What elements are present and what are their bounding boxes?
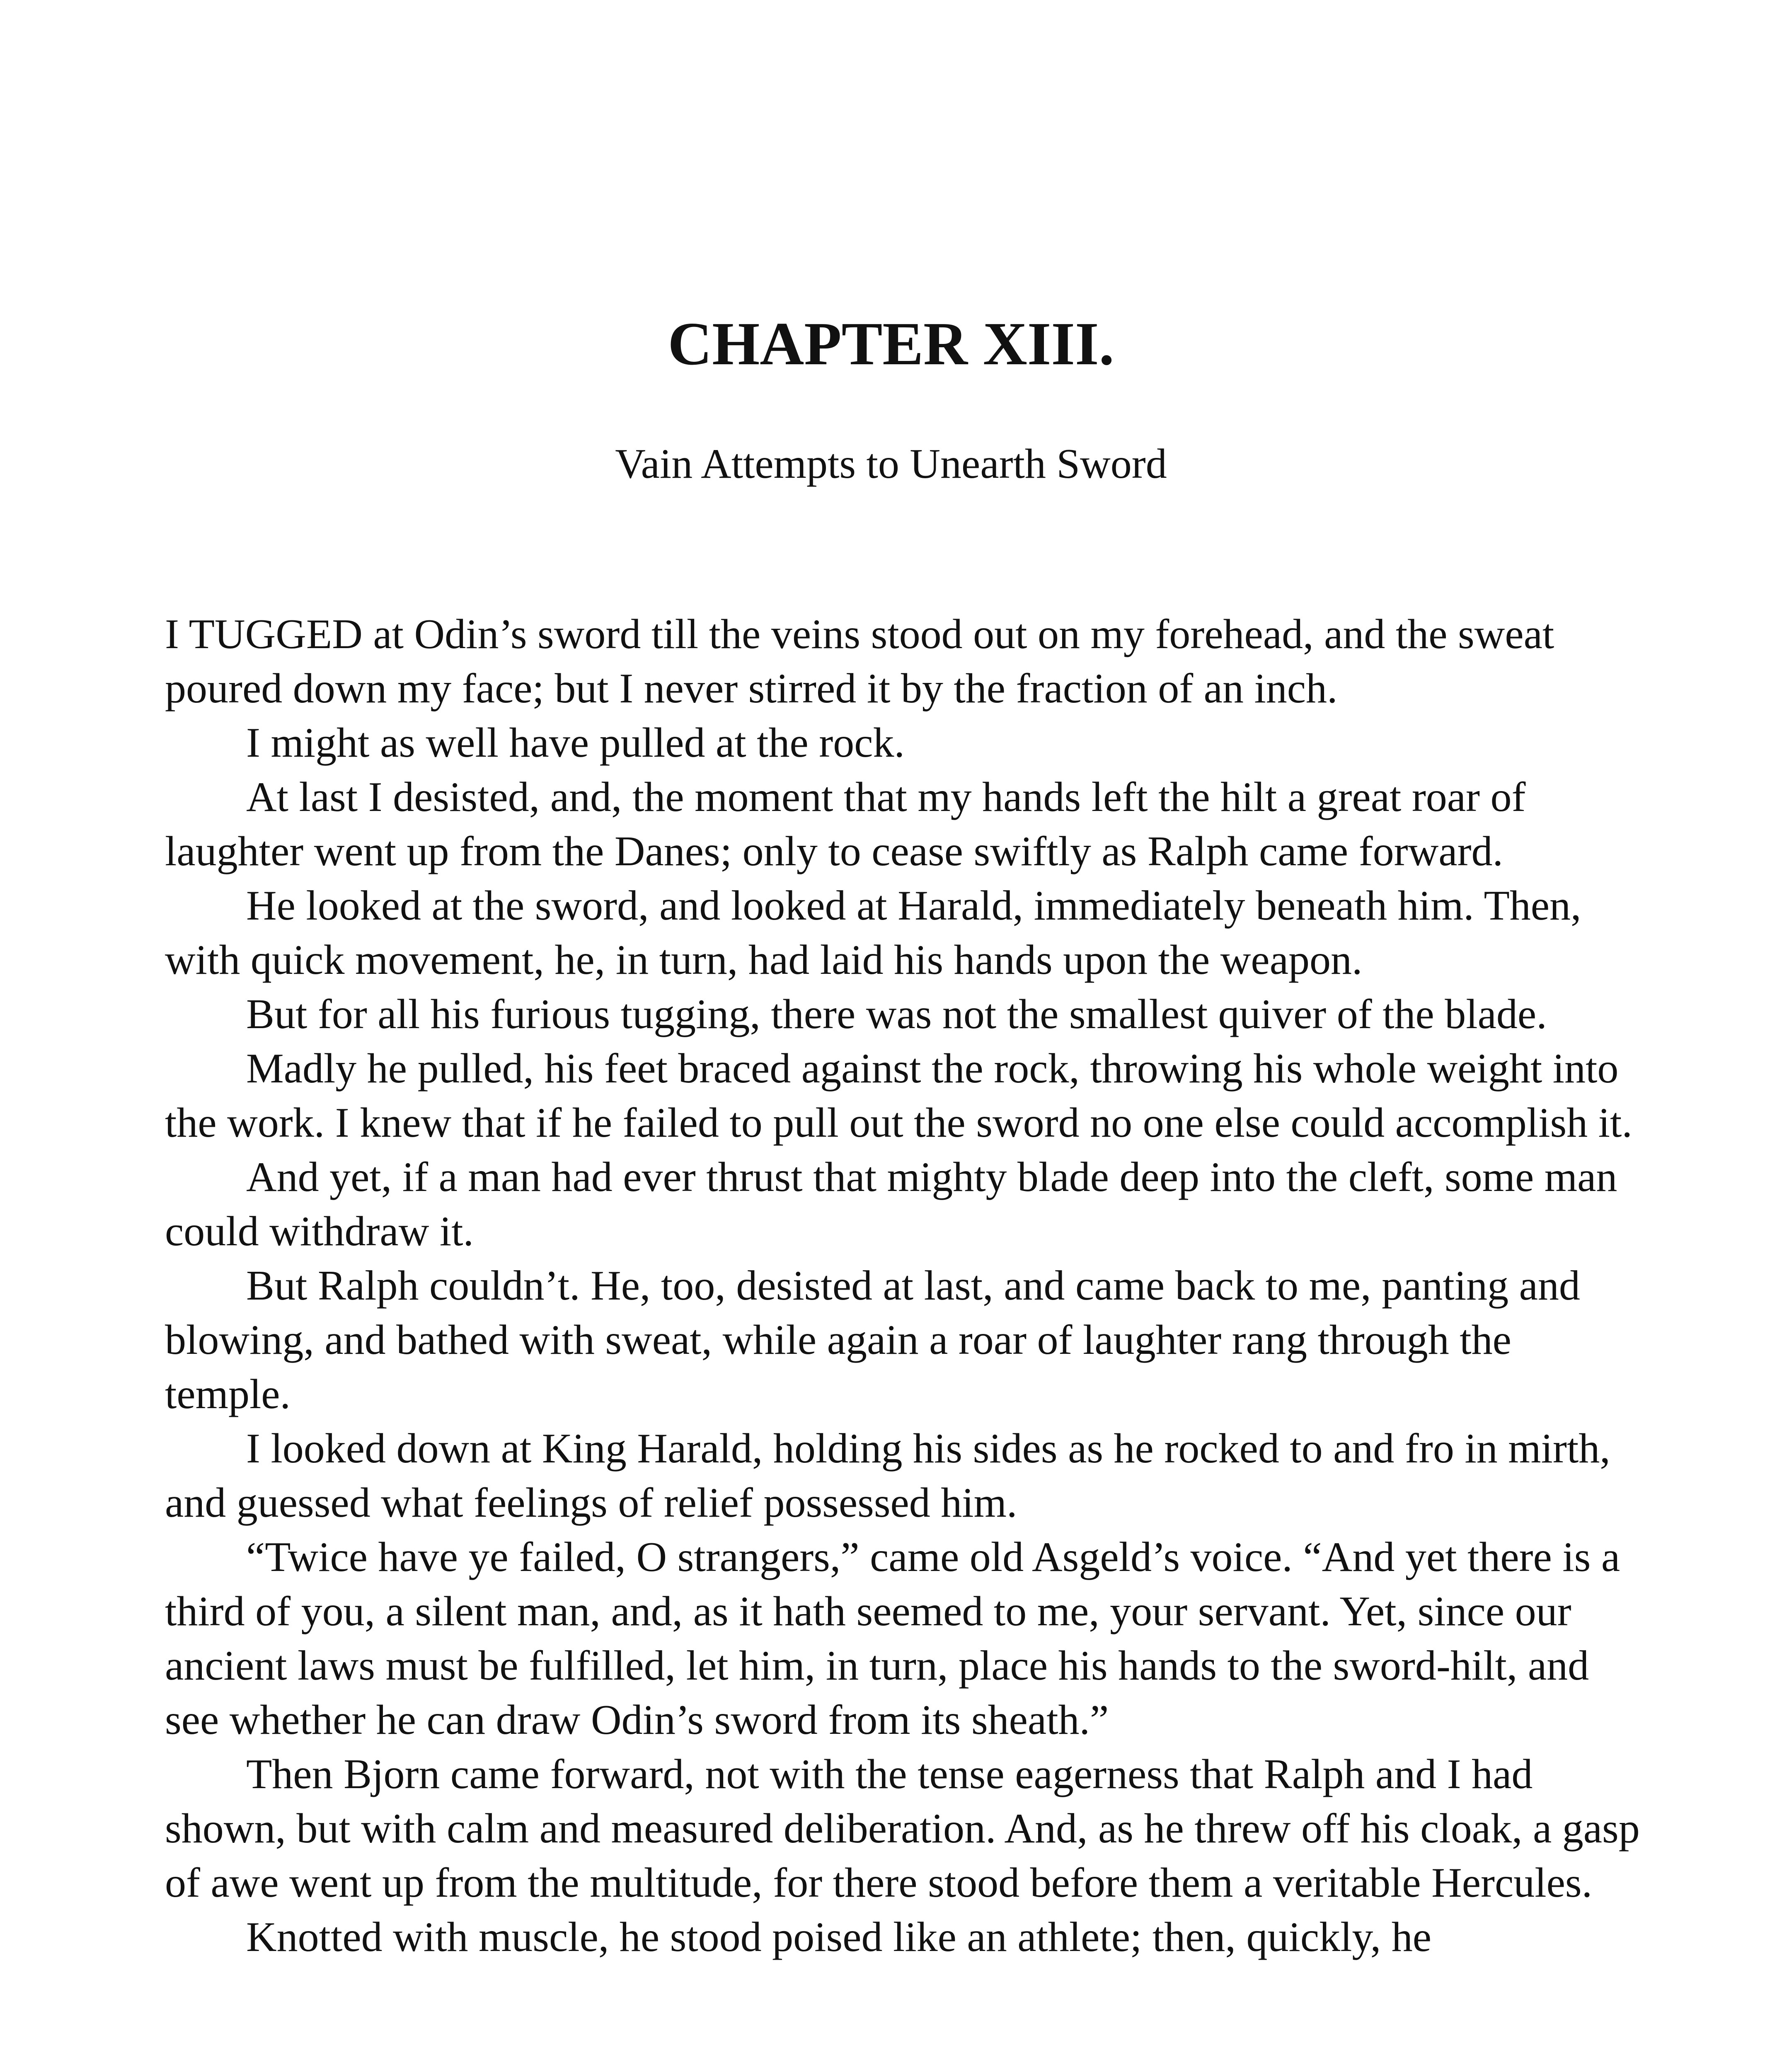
paragraph: Then Bjorn came forward, not with the tense eagerness that Ralph and I had shown, but with calm and measured deliberation. And, as he threw off his cloak, a gasp of awe went up from the multitude, for there stood before them a veritable Hercules. — [165, 1751, 1640, 1906]
chapter-subtitle: Vain Attempts to Unearth Sword — [615, 441, 1167, 487]
paragraph: Knotted with muscle, he stood poised like an athlete; then, quickly, he — [246, 1914, 1432, 1961]
paragraph: But for all his furious tugging, there was not the smallest quiver of the blade. — [246, 991, 1547, 1038]
paragraph: I might as well have pulled at the rock. — [246, 719, 905, 766]
chapter-body — [165, 607, 1640, 1964]
paragraph: He looked at the sword, and looked at Harald, immediately beneath him. Then, with quick movement, he, in turn, had laid his hands upon the weapon. — [165, 882, 1581, 983]
paragraph: “Twice have ye failed, O strangers,” came old Asgeld’s voice. “And yet there is a third of you, a silent man, and, as it hath seemed to me, your servant. Yet, since our ancient laws must be fulfilled, let him, in turn, place his hands to the sword-hilt, and see whether he can draw Odin’s sword from its sheath.” — [165, 1534, 1620, 1743]
paragraph: But Ralph couldn’t. He, too, desisted at last, and came back to me, panting and blowing, and bathed with sweat, while again a roar of laughter rang through the temple. — [165, 1262, 1580, 1418]
paragraph: I looked down at King Harald, holding his sides as he rocked to and fro in mirth, and guessed what feelings of relief possessed him. — [165, 1425, 1610, 1526]
paragraph: At last I desisted, and, the moment that my hands left the hilt a great roar of laughter went up from the Danes; only to cease swiftly as Ralph came forward. — [165, 774, 1526, 875]
paragraph: Madly he pulled, his feet braced against the rock, throwing his whole weight into the work. I knew that if he failed to pull out the sword no one else could accomplish it. — [165, 1045, 1632, 1146]
chapter-title: CHAPTER XIII. — [668, 310, 1114, 378]
paragraph: I TUGGED at Odin’s sword till the veins stood out on my forehead, and the sweat poured down my face; but I never stirred it by the fraction of an inch. — [165, 611, 1554, 712]
paragraph: And yet, if a man had ever thrust that mighty blade deep into the cleft, some man could withdraw it. — [165, 1154, 1617, 1255]
